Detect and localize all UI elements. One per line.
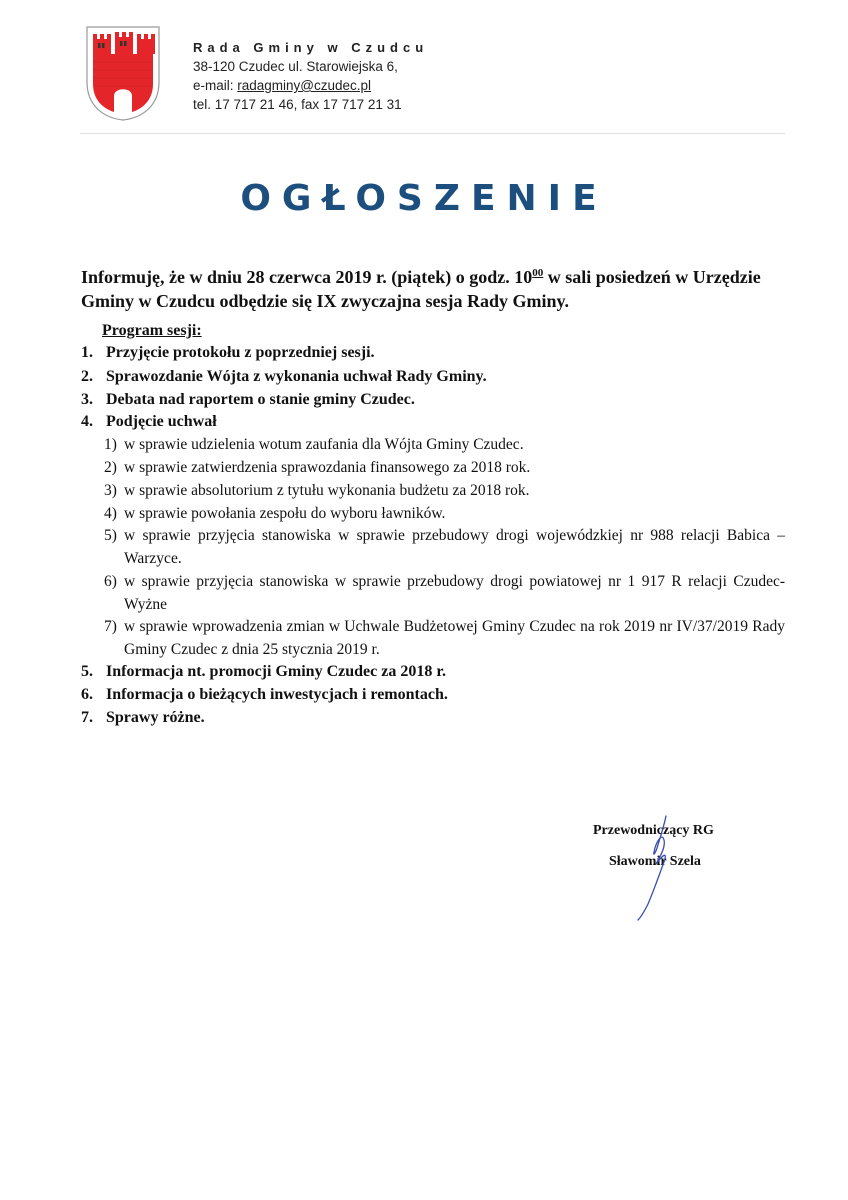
resolution-text: w sprawie wprowadzenia zmian w Uchwale Budżetowej Gminy Czudec na rok 2019 nr IV/37/2019 Rady Gminy Czudec z dnia 25 stycznia 2019 r. <box>124 618 785 658</box>
resolution-text: w sprawie przyjęcia stanowiska w sprawie przebudowy drogi powiatowej nr 1 917 R relacji Czudec-Wyżne <box>124 573 785 613</box>
resolution-item <box>104 524 785 570</box>
agenda-item-number: 5. <box>81 663 93 680</box>
resolution-number: 6) <box>104 573 117 590</box>
resolution-item <box>104 502 785 525</box>
resolution-text: w sprawie zatwierdzenia sprawozdania finansowego za 2018 rok. <box>124 459 531 476</box>
signatory-name: Sławomir Szela <box>609 854 701 869</box>
agenda-item-number: 7. <box>81 709 93 726</box>
email-link[interactable]: radagminy@czudec.pl <box>237 78 372 93</box>
signatory-role: Przewodniczący RG <box>593 823 714 838</box>
org-phone: tel. 17 717 21 46, fax 17 717 21 31 <box>193 97 402 112</box>
handwritten-signature <box>620 812 680 922</box>
agenda-item-text: Debata nad raportem o stanie gminy Czudec. <box>106 391 415 408</box>
resolution-number: 2) <box>104 459 117 476</box>
resolution-text: w sprawie powołania zespołu do wyboru ławników. <box>124 505 446 522</box>
letterhead <box>193 38 428 114</box>
resolution-item <box>104 456 785 479</box>
resolution-text: w sprawie udzielenia wotum zaufania dla Wójta Gminy Czudec. <box>124 436 524 453</box>
resolution-item <box>104 570 785 616</box>
intro-text-start: Informuję, że w dniu 28 czerwca 2019 r. (piątek) o godz. 10 <box>81 267 533 287</box>
resolution-item <box>104 433 785 456</box>
intro-text-end: w sali posiedzeń w Urzędzie Gminy w Czudcu odbędzie się IX zwyczajna sesja Rady Gminy. <box>81 267 761 311</box>
resolution-text: w sprawie przyjęcia stanowiska w sprawie przebudowy drogi wojewódzkiej nr 988 relacji Babica – Warzyce. <box>124 527 785 567</box>
time-minutes: 00 <box>532 267 544 279</box>
resolution-item <box>104 615 785 661</box>
agenda-item-text: Przyjęcie protokołu z poprzedniej sesji. <box>106 344 375 361</box>
org-address: 38-120 Czudec ul. Starowiejska 6, <box>193 59 398 74</box>
agenda-item-number: 1. <box>81 344 93 361</box>
agenda-item-text: Informacja nt. promocji Gminy Czudec za 2018 r. <box>106 663 446 680</box>
resolution-number: 4) <box>104 505 117 522</box>
agenda-item-number: 6. <box>81 686 93 703</box>
agenda-item-text: Sprawozdanie Wójta z wykonania uchwał Rady Gminy. <box>106 368 487 385</box>
resolution-item <box>104 479 785 502</box>
resolution-text: w sprawie absolutorium z tytułu wykonania budżetu za 2018 rok. <box>124 482 530 499</box>
resolution-number: 7) <box>104 618 117 635</box>
agenda-item-text: Podjęcie uchwał <box>106 413 217 430</box>
resolution-number: 3) <box>104 482 117 499</box>
header-divider <box>80 133 785 134</box>
agenda-item-number: 2. <box>81 368 93 385</box>
resolution-number: 1) <box>104 436 117 453</box>
org-name: Rada Gminy w Czudcu <box>193 40 429 55</box>
agenda-item-number: 3. <box>81 391 93 408</box>
program-heading: Program sesji: <box>102 322 202 339</box>
agenda-item-number: 4. <box>81 413 93 430</box>
agenda-item-text: Sprawy różne. <box>106 709 205 726</box>
agenda-item-text: Informacja o bieżących inwestycjach i remontach. <box>106 686 448 703</box>
org-email-line <box>193 76 428 95</box>
email-label: e-mail: <box>193 78 238 93</box>
announcement-intro <box>81 265 787 313</box>
coat-of-arms-icon <box>84 24 162 122</box>
document-title: OGŁOSZENIE <box>240 178 608 219</box>
resolution-number: 5) <box>104 527 117 544</box>
